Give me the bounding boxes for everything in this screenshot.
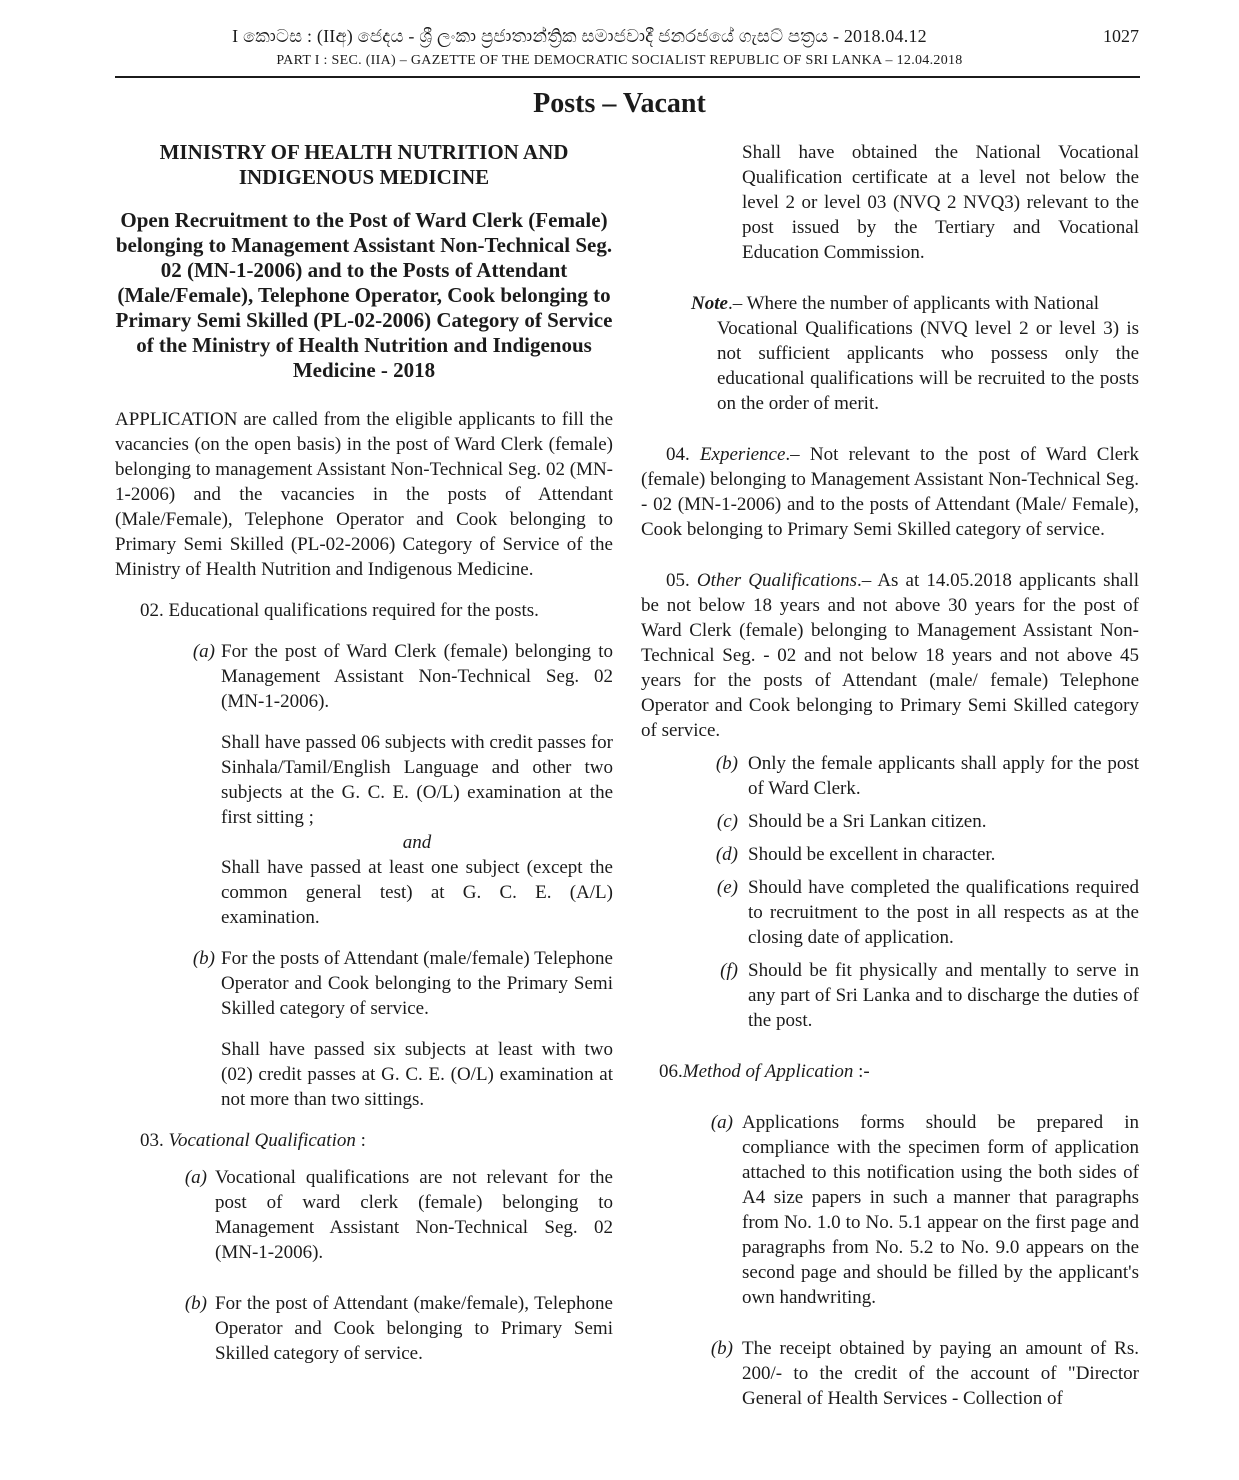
para-03-tail: : [355,1130,366,1151]
note-first-line-text: .– Where the number of applicants with National [727,293,1100,314]
para-02a-text: For the post of Ward Clerk (female) belonging to Management Assistant Non-Technical Seg. 02 (MN-1-2006). [221,641,613,712]
para-03 [115,1128,613,1153]
para-05 [641,568,1139,743]
header-english-line: PART I : SEC. (IIA) – GAZETTE OF THE DEMOCRATIC SOCIALIST REPUBLIC OF SRI LANKA – 12.04.2018 [276,53,963,68]
para-05e-label: (e) [716,877,738,898]
para-04-number: 04. [666,444,690,465]
para-05d-label: (d) [715,844,738,865]
para-04-text: .– Not relevant to the post of Ward Clerk (female) belonging to Management Assistant Non-Technical Seg. - 02 (MN-1-2006) and to the posts of Attendant (Male/ Female), Cook belonging to Primary Semi Skilled category of service. [641,444,1139,540]
para-05e-text: Should have completed the qualifications required to recruitment to the post in all respects as at the closing date of application. [748,877,1139,948]
para-05-text: .– As at 14.05.2018 applicants shall be not below 18 years and not above 30 years for the post of Ward Clerk (female) belonging to Management Assistant Non-Technical Seg. - 02 and not below 18 years and not above 45 years for the posts of Attendant (male/ female) Telephone Operator and Cook belonging to Primary Semi Skilled category of service. [641,570,1139,741]
para-06b-label: (b) [710,1338,733,1359]
para-03a-text: Vocational qualifications are not relevant for the post of ward clerk (female) belonging to Management Assistant Non-Technical Seg. 02 (MN-1-2006). [215,1167,613,1263]
para-05c-text: Should be a Sri Lankan citizen. [748,811,987,832]
para-05e [711,875,1139,950]
para-02a [188,639,613,714]
para-06-number: 06. [659,1061,683,1082]
para-05b-text: Only the female applicants shall apply for the post of Ward Clerk. [748,753,1139,799]
ministry-heading: MINISTRY OF HEALTH NUTRITION AND INDIGENOUS MEDICINE [159,140,569,189]
para-02b-label: (b) [192,948,215,969]
para-06a [706,1110,1139,1310]
header-divider [115,76,1140,78]
header-sinhala-text: I කොටස : (IIඅ) ජෙදය - ශ්‍රී ලංකා ප්‍රජාතාන්ත්‍රික සමාජවාදී ජනරජයේ ගැසට් පත්‍රය - 2018.04.12 [232,26,927,46]
para-03b-label: (b) [184,1293,207,1314]
para-05-title: Other Qualifications [696,570,858,591]
para-05f-text: Should be fit physically and mentally to serve in any part of Sri Lanka and to discharge the duties of the post. [748,960,1139,1031]
para-02a-requirement-1: Shall have passed 06 subjects with credit passes for Sinhala/Tamil/English Language and other two subjects at the G. C. E. (O/L) examination at the first sitting ; [221,732,613,828]
para-02b-text: For the posts of Attendant (male/female) Telephone Operator and Cook belonging to the Primary Semi Skilled category of service. [221,948,613,1019]
para-06b-text: The receipt obtained by paying an amount of Rs. 200/- to the credit of the account of "Director General of Health Services - Collection of [742,1338,1139,1409]
para-02b [188,946,613,1021]
note-first-line [691,291,1139,316]
para-05d [711,842,1139,867]
para-03b [180,1291,613,1366]
right-column [641,140,1139,1411]
para-03-number: 03. [140,1130,164,1151]
para-06-tail: :- [853,1061,870,1082]
para-06a-text: Applications forms should be prepared in compliance with the specimen form of application attached to this notification using the both sides of A4 size papers in such a manner that paragraphs from No. 1.0 to No. 5.1 appear on the first page and paragraphs from No. 5.2 to No. 9.0 appears on the second page and should be filled by the applicant's own handwriting. [742,1112,1139,1308]
para-03a-label: (a) [184,1167,207,1188]
para-02a-label: (a) [192,641,215,662]
para-06 [641,1059,1139,1084]
left-column [115,140,613,1366]
note-paragraph [691,291,1139,416]
para-05-number: 05. [666,570,690,591]
page-number: 1027 [1103,26,1139,46]
para-05b-label: (b) [715,753,738,774]
para-05c-label: (c) [716,811,738,832]
para-03a [180,1165,613,1265]
para-02a-requirement-2: Shall have passed at least one subject (except the common general test) at G. C. E. (A/L) examination. [221,857,613,928]
notice-subject: Open Recruitment to the Post of Ward Clerk (Female) belonging to Management Assistant Non-Technical Seg. 02 (MN-1-2006) and to the Posts of Attendant (Male/Female), Telephone Operator, Cook belonging to Primary Semi Skilled (PL-02-2006) Category of Service of the Ministry of Health Nutrition and Indigenous Medicine - 2018 [115,208,613,382]
note-label: Note [691,293,728,314]
para-02b-requirement: Shall have passed six subjects at least with two (02) credit passes at G. C. E. (O/L) examination at not more than two sittings. [221,1039,613,1110]
para-06a-label: (a) [710,1112,733,1133]
para-05c [711,809,1139,834]
para-06-title: Method of Application [682,1061,854,1082]
para-03b-continued: Shall have obtained the National Vocational Qualification certificate at a level not below the level 2 or level 03 (NVQ 2 NVQ3) relevant to the post issued by the Tertiary and Vocational Education Commission. [742,142,1139,263]
para-03b-text: For the post of Attendant (make/female), Telephone Operator and Cook belonging to Primary Semi Skilled category of service. [215,1293,613,1364]
para-03-title: Vocational Qualification [168,1130,356,1151]
para-05b [711,751,1139,801]
para-04-title: Experience [699,444,786,465]
para-04 [641,442,1139,542]
para-06b [706,1336,1139,1411]
intro-paragraph: APPLICATION are called from the eligible applicants to fill the vacancies (on the open basis) in the post of Ward Clerk (female) belonging to management Assistant Non-Technical Seg. 02 (MN-1-2006) and the vacancies in the posts of Attendant (Male/Female), Telephone Operator and Cook belonging to Primary Semi Skilled (PL-02-2006) Category of Service of the Ministry of Health Nutrition and Indigenous Medicine. [115,409,613,580]
section-title: Posts – Vacant [533,88,706,119]
and-connector: and [402,832,432,853]
para-05f-label: (f) [720,960,738,981]
para-05d-text: Should be excellent in character. [748,844,996,865]
para-02: 02. Educational qualifications required for the posts. [140,600,539,621]
para-05f [711,958,1139,1033]
note-body: Vocational Qualifications (NVQ level 2 or level 3) is not sufficient applicants who possess only the educational qualifications will be recruited to the posts on the order of merit. [717,318,1139,414]
header-sinhala-line [0,26,1239,47]
